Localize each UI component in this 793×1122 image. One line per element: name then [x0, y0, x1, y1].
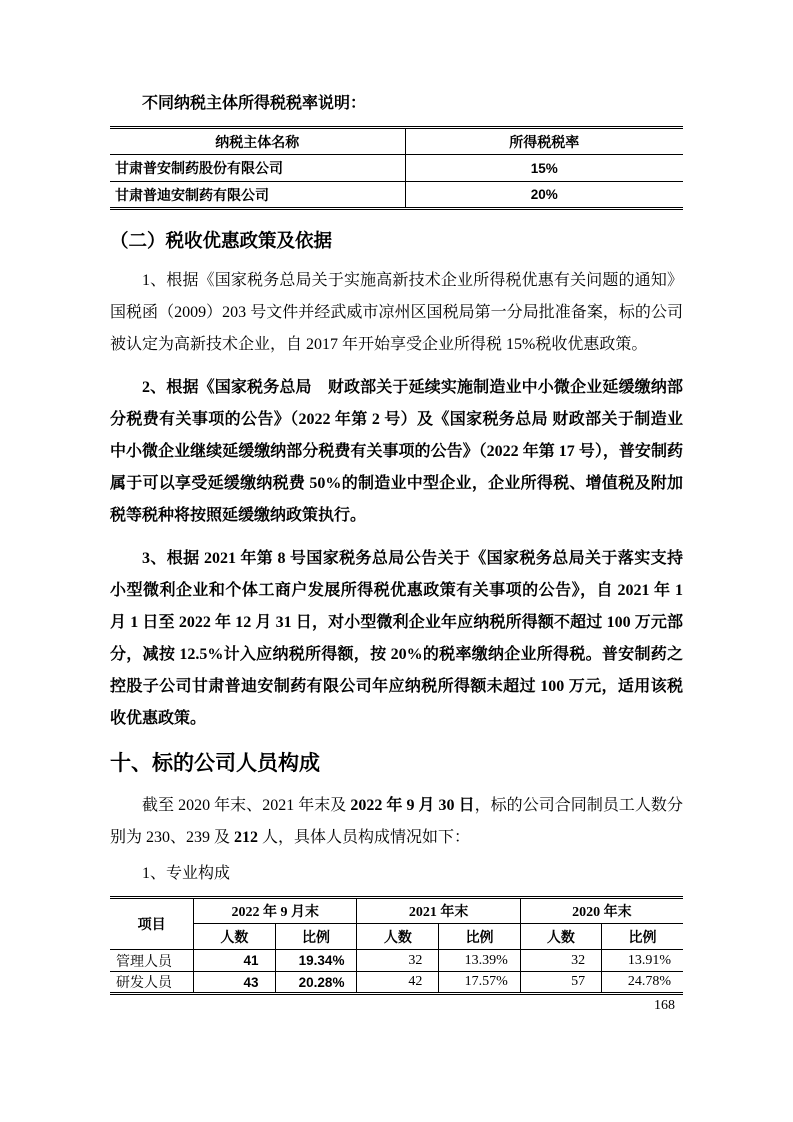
staff-category-cell: 管理人员: [110, 950, 194, 972]
table-row: [110, 182, 683, 209]
taxpayer-name-cell: 甘肃普安制药股份有限公司: [110, 155, 405, 182]
staff-table-subheader-count: 人数: [357, 924, 439, 950]
tax-rate-cell: 15%: [405, 155, 683, 182]
staff-table-header-period-2020: 2020 年末: [520, 898, 683, 924]
tax-policy-paragraph-1: 1、根据《国家税务总局关于实施高新技术企业所得税优惠有关问题的通知》国税函（2009）203 号文件并经武威市凉州区国税局第一分局批准备案，标的公司被认定为高新技术企业，自 2017 年开始享受企业所得税 15%税收优惠政策。: [110, 272, 683, 353]
tax-table-header-rate: 所得税税率: [405, 128, 683, 155]
staff-summary-bold-date: 2022 年 9 月 30 日: [350, 797, 475, 814]
staff-composition-table: [110, 896, 683, 995]
tax-policy-paragraph-2: 2、根据《国家税务总局 财政部关于延续实施制造业中小微企业延缓缴纳部分税费有关事项的公告》（2022 年第 2 号）及《国家税务总局 财政部关于制造业中小微企业继续延缓缴纳部分税费有关事项的公告》（2022 年第 17 号），普安制药属于可以享受延缓缴纳税费 50%的制造业中型企业，企业所得税、增值税及附加税等税种将按照延缓缴纳政策执行。: [110, 379, 683, 524]
table-row: [110, 155, 683, 182]
staff-table-subheader-ratio: 比例: [602, 924, 683, 950]
staff-ratio-2020-cell: 13.91%: [602, 950, 683, 972]
staff-table-subheader-ratio: 比例: [439, 924, 520, 950]
tax-policy-paragraph-3: 3、根据 2021 年第 8 号国家税务总局公告关于《国家税务总局关于落实支持小型微利企业和个体工商户发展所得税优惠政策有关事项的公告》，自 2021 年 1 月 1 日至 2022 年 12 月 31 日，对小型微利企业年应纳税所得额不超过 100 万元部分，减按 12.5%计入应纳税所得额，按 20%的税率缴纳企业所得税。普安制药之控股子公司甘肃普迪安制药有限公司年应纳税所得额未超过 100 万元，适用该税收优惠政策。: [110, 550, 683, 727]
table-row: [110, 950, 683, 972]
tax-rate-table: [110, 126, 683, 210]
staff-table-subheader-ratio: 比例: [275, 924, 357, 950]
section-title-staff-composition: 十、标的公司人员构成: [110, 752, 320, 775]
staff-ratio-2022-cell: 19.34%: [275, 950, 357, 972]
staff-table-subheader-row: [110, 924, 683, 950]
staff-summary-text: 人，具体人员构成情况如下：: [258, 829, 471, 846]
staff-count-2021-cell: 32: [357, 950, 439, 972]
staff-table-header-period-2021: 2021 年末: [357, 898, 520, 924]
staff-ratio-2021-cell: 17.57%: [439, 972, 520, 994]
staff-table-subheader-count: 人数: [520, 924, 601, 950]
staff-ratio-2022-cell: 20.28%: [275, 972, 357, 994]
staff-table-header-item: 项目: [110, 898, 194, 950]
staff-table-subheader-count: 人数: [194, 924, 275, 950]
staff-count-2022-cell: 43: [194, 972, 275, 994]
staff-table-period-header-row: [110, 898, 683, 924]
page-number: 168: [654, 998, 675, 1013]
staff-summary-paragraph: [110, 790, 683, 854]
staff-table-header-period-2022: 2022 年 9 月末: [194, 898, 357, 924]
staff-category-cell: 研发人员: [110, 972, 194, 994]
staff-count-2021-cell: 42: [357, 972, 439, 994]
staff-count-2022-cell: 41: [194, 950, 275, 972]
tax-table-header-name: 纳税主体名称: [110, 128, 405, 155]
tax-rate-cell: 20%: [530, 187, 558, 202]
tax-rate-note-label: 不同纳税主体所得税税率说明：: [142, 95, 367, 112]
staff-count-2020-cell: 32: [520, 950, 601, 972]
section-title-tax-policy: （二）税收优惠政策及依据: [110, 230, 333, 251]
staff-ratio-2021-cell: 13.39%: [439, 950, 520, 972]
subsection-professional-composition: 1、专业构成: [142, 865, 231, 882]
taxpayer-name-cell: 甘肃普迪安制药有限公司: [110, 182, 405, 209]
table-row: [110, 972, 683, 994]
staff-summary-text: ，标的公司合同制员工人数分别为 230、239 及: [110, 797, 683, 846]
staff-ratio-2020-cell: 24.78%: [627, 974, 671, 989]
staff-summary-bold-count: 212: [234, 829, 259, 846]
staff-summary-text: 截至 2020 年末、2021 年末及: [142, 797, 351, 814]
tax-table-header-row: [110, 128, 683, 155]
staff-count-2020-cell: 57: [520, 972, 601, 994]
